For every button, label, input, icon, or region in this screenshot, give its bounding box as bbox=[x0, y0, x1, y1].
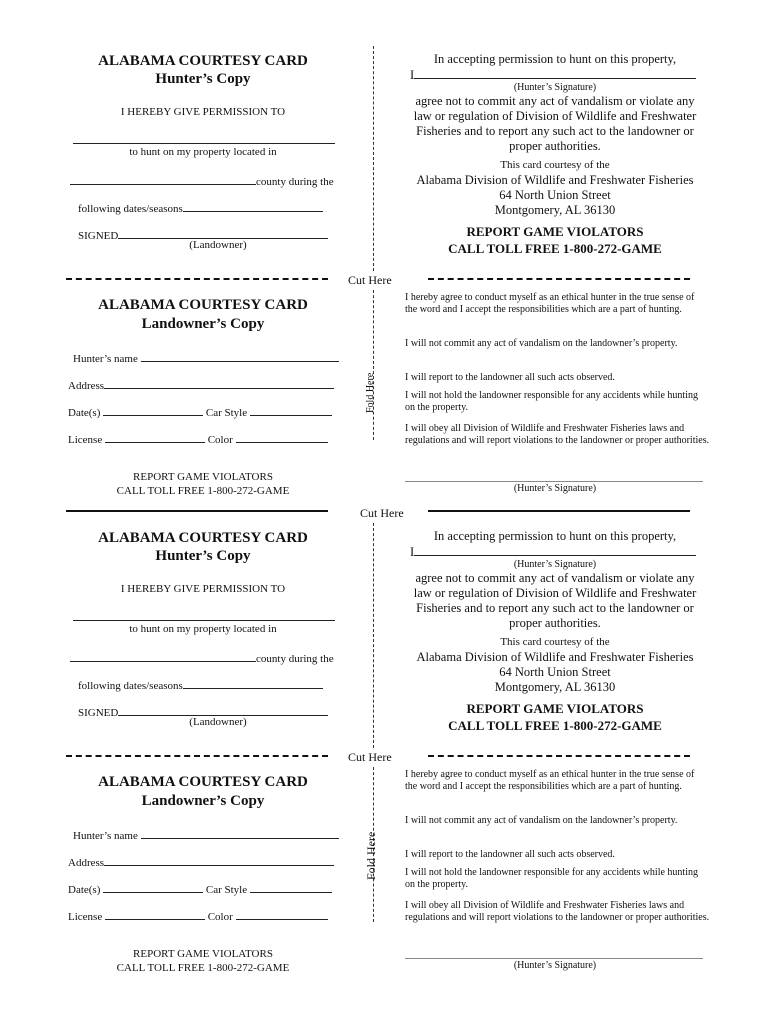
report-line-1: REPORT GAME VIOLATORS bbox=[466, 701, 644, 716]
ethics-paragraph-1: I hereby agree to conduct myself as an ethical hunter in the true sense of the word and I accept the responsibilities which are a part of hunting. bbox=[405, 769, 695, 792]
license-label: License bbox=[68, 434, 103, 446]
fold-line bbox=[373, 290, 374, 440]
signed-line bbox=[118, 704, 328, 716]
report-line-1: REPORT GAME VIOLATORS bbox=[133, 948, 273, 960]
permission-text: I HEREBY GIVE PERMISSION TO bbox=[120, 106, 286, 118]
date-car-row bbox=[68, 881, 332, 896]
address-row bbox=[68, 854, 334, 869]
county-row bbox=[70, 650, 334, 665]
agree-line-1: agree not to commit any act of vandalism or violate any bbox=[415, 94, 695, 108]
color-line bbox=[236, 908, 328, 920]
dates-line bbox=[103, 404, 203, 416]
county-text: county during the bbox=[256, 176, 334, 188]
card-subtitle: Landowner’s Copy bbox=[141, 316, 265, 332]
agree-line-2: law or regulation of Division of Wildlife and Freshwater bbox=[413, 109, 697, 123]
accepting-text: In accepting permission to hunt on this property, bbox=[433, 529, 677, 543]
agree-line-4: proper authorities. bbox=[509, 616, 601, 630]
ethics-paragraph-4: I will not hold the landowner responsible for any accidents while hunting on the property. bbox=[405, 390, 698, 413]
county-text: county during the bbox=[256, 653, 334, 665]
fold-here-label: Fold Here bbox=[364, 831, 378, 880]
street-address: 64 North Union Street bbox=[499, 188, 611, 202]
hunters-name-row bbox=[73, 350, 339, 365]
cut-line-right bbox=[428, 278, 690, 280]
courtesy-text: This card courtesy of the bbox=[500, 159, 610, 171]
county-row bbox=[70, 173, 334, 188]
agree-line-3: Fisheries and to report any such act to the landowner or bbox=[416, 601, 694, 615]
report-line-1: REPORT GAME VIOLATORS bbox=[466, 224, 644, 239]
cut-here-label: Cut Here bbox=[360, 506, 404, 520]
agree-line-1: agree not to commit any act of vandalism or violate any bbox=[415, 571, 695, 585]
report-line-2: CALL TOLL FREE 1-800-272-GAME bbox=[448, 718, 662, 733]
color-label: Color bbox=[207, 911, 233, 923]
hunt-on-text: to hunt on my property located in bbox=[129, 623, 277, 635]
dates-line bbox=[103, 881, 203, 893]
ethics-paragraph-4: I will not hold the landowner responsible for any accidents while hunting on the property. bbox=[405, 867, 698, 890]
ethics-paragraph-1: I hereby agree to conduct myself as an ethical hunter in the true sense of the word and I accept the responsibilities which are a part of hunting. bbox=[405, 292, 695, 315]
cut-here-label: Cut Here bbox=[348, 750, 392, 764]
dates-line bbox=[183, 677, 323, 689]
hunter-signature-line bbox=[405, 958, 703, 959]
dates-label: following dates/seasons bbox=[78, 203, 183, 215]
license-label: License bbox=[68, 911, 103, 923]
car-style-label: Car Style bbox=[205, 884, 248, 896]
landowner-label: (Landowner) bbox=[189, 239, 247, 251]
dates-line bbox=[183, 200, 323, 212]
license-color-row bbox=[68, 908, 328, 923]
city-address: Montgomery, AL 36130 bbox=[494, 203, 616, 217]
address-row bbox=[68, 377, 334, 392]
cut-here-label: Cut Here bbox=[348, 273, 392, 287]
ethics-paragraph-2: I will not commit any act of vandalism on the landowner’s property. bbox=[405, 815, 678, 826]
hunters-name-label: Hunter’s name bbox=[73, 830, 138, 842]
landowner-label: (Landowner) bbox=[189, 716, 247, 728]
card-set-bottom bbox=[0, 477, 770, 974]
date-car-row bbox=[68, 404, 332, 419]
dates-row bbox=[78, 677, 323, 692]
division-name: Alabama Division of Wildlife and Freshwater Fisheries bbox=[416, 650, 694, 664]
color-line bbox=[236, 431, 328, 443]
ethics-paragraph-3: I will report to the landowner all such acts observed. bbox=[405, 372, 615, 383]
license-line bbox=[105, 908, 205, 920]
hunter-signature-label: (Hunter’s Signature) bbox=[513, 960, 597, 971]
county-line bbox=[70, 173, 256, 185]
hunter-name-line bbox=[73, 620, 335, 621]
agree-line-4: proper authorities. bbox=[509, 139, 601, 153]
dates-label: Date(s) bbox=[68, 407, 101, 419]
signed-line bbox=[118, 227, 328, 239]
address-label: Address bbox=[68, 380, 105, 392]
agree-line-2: law or regulation of Division of Wildlife and Freshwater bbox=[413, 586, 697, 600]
hunters-name-line bbox=[141, 827, 339, 839]
report-line-2: CALL TOLL FREE 1-800-272-GAME bbox=[448, 241, 662, 256]
report-line-2: CALL TOLL FREE 1-800-272-GAME bbox=[116, 962, 290, 974]
i-label: I bbox=[410, 545, 415, 559]
signature-row bbox=[410, 67, 696, 83]
cut-line-left bbox=[66, 755, 328, 757]
dates-label: Date(s) bbox=[68, 884, 101, 896]
fold-here-label: Fold Here bbox=[365, 372, 376, 413]
hunter-signature-label: (Hunter’s Signature) bbox=[513, 483, 597, 494]
card-subtitle: Hunter’s Copy bbox=[155, 548, 251, 564]
division-name: Alabama Division of Wildlife and Freshwater Fisheries bbox=[416, 173, 694, 187]
card-subtitle: Landowner’s Copy bbox=[141, 793, 265, 809]
cut-line-right bbox=[428, 755, 690, 757]
address-line bbox=[104, 854, 334, 866]
hunters-name-label: Hunter’s name bbox=[73, 353, 138, 365]
fold-line bbox=[373, 46, 374, 271]
license-color-row bbox=[68, 431, 328, 446]
ethics-paragraph-5: I will obey all Division of Wildlife and Freshwater Fisheries laws and regulations and will report violations to the landowner or proper authorities. bbox=[405, 423, 710, 446]
card-title: ALABAMA COURTESY CARD bbox=[98, 774, 308, 790]
card-title: ALABAMA COURTESY CARD bbox=[98, 53, 308, 69]
dates-row bbox=[78, 200, 323, 215]
ethics-paragraph-5: I will obey all Division of Wildlife and Freshwater Fisheries laws and regulations and will report violations to the landowner or proper authorities. bbox=[405, 900, 710, 923]
card-subtitle: Hunter’s Copy bbox=[155, 71, 251, 87]
courtesy-text: This card courtesy of the bbox=[500, 636, 610, 648]
card-title: ALABAMA COURTESY CARD bbox=[98, 530, 308, 546]
agree-line-3: Fisheries and to report any such act to the landowner or bbox=[416, 124, 694, 138]
address-line bbox=[104, 377, 334, 389]
address-label: Address bbox=[68, 857, 105, 869]
fold-line bbox=[373, 523, 374, 748]
signature-row bbox=[410, 544, 696, 560]
accepting-text: In accepting permission to hunt on this property, bbox=[433, 52, 677, 66]
signed-label: SIGNED bbox=[78, 707, 119, 719]
card-title: ALABAMA COURTESY CARD bbox=[98, 297, 308, 313]
hunter-name-line bbox=[73, 143, 335, 144]
car-style-line bbox=[250, 404, 332, 416]
report-line-2: CALL TOLL FREE 1-800-272-GAME bbox=[116, 485, 290, 497]
county-line bbox=[70, 650, 256, 662]
license-line bbox=[105, 431, 205, 443]
street-address: 64 North Union Street bbox=[499, 665, 611, 679]
card-set-top bbox=[0, 0, 770, 497]
hunter-signature-label: (Hunter’s Signature) bbox=[513, 82, 597, 93]
ethics-paragraph-2: I will not commit any act of vandalism on the landowner’s property. bbox=[405, 338, 678, 349]
i-label: I bbox=[410, 68, 415, 82]
report-line-1: REPORT GAME VIOLATORS bbox=[133, 471, 273, 483]
hunter-signature-line bbox=[414, 544, 696, 556]
dates-label: following dates/seasons bbox=[78, 680, 183, 692]
ethics-paragraph-3: I will report to the landowner all such acts observed. bbox=[405, 849, 615, 860]
hunt-on-text: to hunt on my property located in bbox=[129, 146, 277, 158]
permission-text: I HEREBY GIVE PERMISSION TO bbox=[120, 583, 286, 595]
color-label: Color bbox=[207, 434, 233, 446]
hunters-name-line bbox=[141, 350, 339, 362]
car-style-line bbox=[250, 881, 332, 893]
hunter-signature-label: (Hunter’s Signature) bbox=[513, 559, 597, 570]
city-address: Montgomery, AL 36130 bbox=[494, 680, 616, 694]
car-style-label: Car Style bbox=[205, 407, 248, 419]
signed-label: SIGNED bbox=[78, 230, 119, 242]
hunter-signature-line bbox=[414, 67, 696, 79]
hunters-name-row bbox=[73, 827, 339, 842]
cut-line-left bbox=[66, 278, 328, 280]
